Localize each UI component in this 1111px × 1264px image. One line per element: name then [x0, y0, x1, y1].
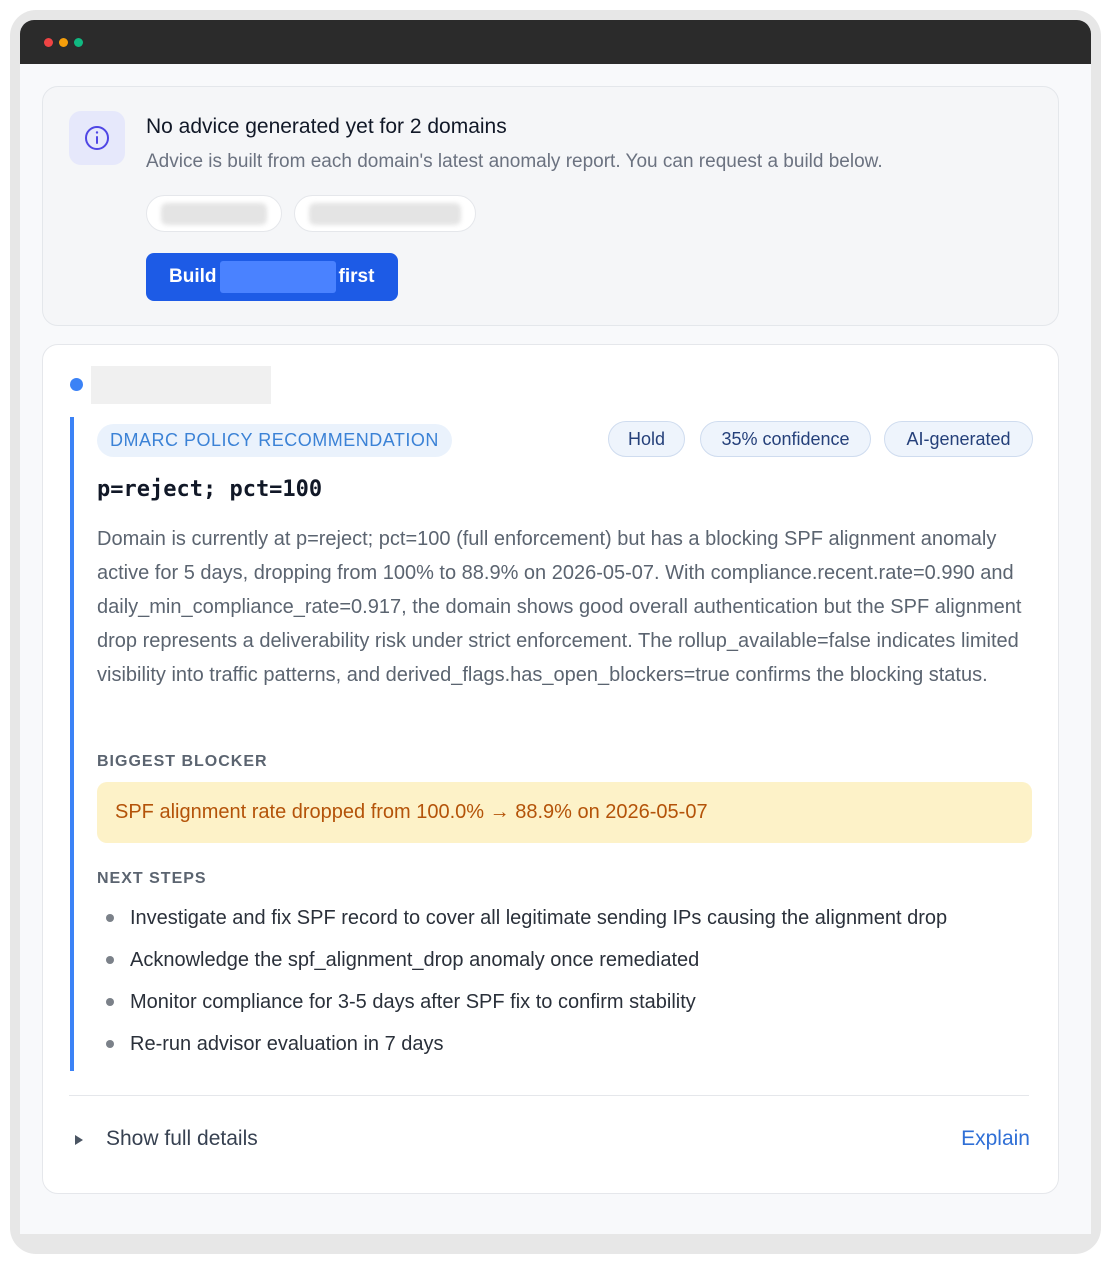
next-step-item [97, 897, 1032, 939]
bullet-icon [106, 1040, 114, 1048]
show-full-details-toggle[interactable]: Show full details [106, 1127, 258, 1150]
main-content [20, 64, 1091, 1194]
browser-frame [10, 10, 1101, 1254]
policy-value: p=reject; pct=100 [97, 477, 323, 502]
build-button-prefix: Build [169, 266, 217, 287]
status-dot [70, 378, 83, 391]
bullet-icon [106, 956, 114, 964]
next-step-item [97, 939, 1032, 981]
recommendation-summary: Domain is currently at p=reject; pct=100 (full enforcement) but has a blocking SPF alignment anomaly active for 5 days, dropping from 100% to 88.9% on 2026-05-07. With compliance.recent.rate=0.990 and daily_min_compliance_rate=0.917, the domain shows good overall authentication but the SPF alignment drop represents a deliverability risk under strict enforcement. The rollup_available=false indicates limited visibility into traffic patterns, and derived_flags.has_open_blockers=true confirms the blocking status. [97, 528, 1022, 686]
bullet-icon [106, 914, 114, 922]
card-divider [69, 1095, 1029, 1096]
bullet-icon [106, 998, 114, 1006]
notice-title: No advice generated yet for 2 domains [146, 115, 507, 138]
next-step-item [97, 981, 1032, 1023]
next-step-text: Re-run advisor evaluation in 7 days [130, 1032, 444, 1055]
next-step-text: Monitor compliance for 3-5 days after SPF fix to confirm stability [130, 990, 696, 1013]
domain-chip[interactable] [294, 195, 476, 232]
recommendation-panel [70, 417, 1030, 1071]
redacted-domain [309, 203, 461, 225]
status-badge: Hold [608, 421, 685, 457]
next-steps-list [97, 897, 1032, 1065]
window-titlebar [20, 20, 1091, 64]
no-advice-notice [42, 86, 1059, 326]
source-badge: AI-generated [884, 421, 1033, 457]
close-window-icon[interactable] [44, 38, 53, 47]
build-advice-button[interactable] [146, 253, 398, 301]
confidence-badge: 35% confidence [700, 421, 871, 457]
recommendation-type-label: DMARC POLICY RECOMMENDATION [97, 424, 452, 457]
app-window [20, 20, 1091, 1234]
maximize-window-icon[interactable] [74, 38, 83, 47]
build-button-suffix: first [338, 266, 375, 287]
next-step-text: Acknowledge the spf_alignment_drop anomaly once remediated [130, 948, 700, 971]
minimize-window-icon[interactable] [59, 38, 68, 47]
next-step-text: Investigate and fix SPF record to cover all legitimate sending IPs causing the alignment drop [130, 906, 948, 929]
redacted-domain-name [91, 366, 271, 404]
info-icon [83, 124, 111, 152]
redacted-domain [220, 261, 336, 293]
biggest-blocker-callout: SPF alignment rate dropped from 100.0% → 88.9% on 2026-05-07 [97, 782, 1032, 843]
domain-chip[interactable] [146, 195, 282, 232]
notice-subtitle: Advice is built from each domain's latest anomaly report. You can request a build below. [146, 151, 883, 172]
caret-right-icon[interactable] [75, 1135, 83, 1145]
recommendation-card [42, 344, 1059, 1194]
info-icon-container [69, 111, 125, 165]
redacted-domain [161, 203, 267, 225]
next-steps-heading: NEXT STEPS [97, 870, 207, 887]
explain-link[interactable]: Explain [961, 1127, 1030, 1150]
biggest-blocker-heading: BIGGEST BLOCKER [97, 753, 268, 770]
next-step-item [97, 1023, 1032, 1065]
